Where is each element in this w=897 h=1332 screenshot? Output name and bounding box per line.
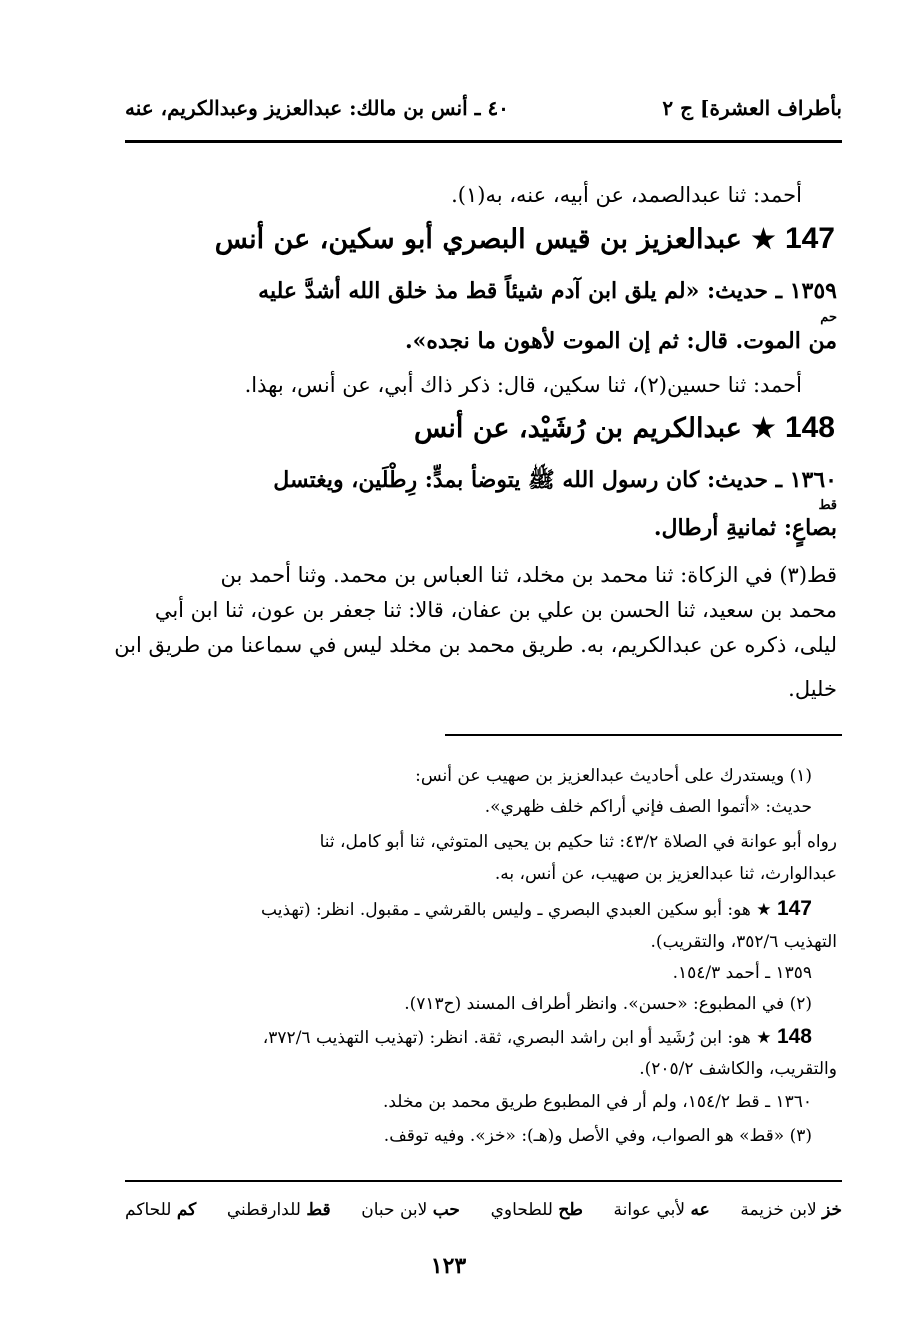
star-icon: ★ [756,1028,772,1048]
legend-item: حب لابن حبان [361,1200,460,1220]
footnote-number: 147 [776,897,812,920]
chapter-title: عبدالعزيز بن قيس البصري أبو سكين، عن أنس [214,224,742,255]
running-header [125,88,842,128]
hadith-1360-line2: بصاعٍ: ثمانيةِ أرطال. [653,515,837,541]
header-volume: بأطراف العشرة] ج ٢ [662,96,842,120]
footnote-line: ١٣٥٩ ـ أحمد ١٥٤/٣. [672,963,812,983]
footnote-entry-148 [128,1025,812,1049]
chapter-number: 148 [784,411,835,444]
legend-item: قط للدارقطني [226,1200,331,1220]
footnote-line: حديث: «أتموا الصف فإني أراكم خلف ظهري». [484,797,812,817]
abbreviation-legend [125,1200,842,1220]
paragraph-line: خليل. [788,677,837,701]
text-line: أحمد: ثنا عبدالصمد، عن أبيه، عنه، به(١). [451,183,802,207]
paragraph-line: قط(٣) في الزكاة: ثنا محمد بن مخلد، ثنا العباس بن محمد. وثنا أحمد بن [220,563,837,587]
legend-item: خز لابن خزيمة [740,1200,842,1220]
star-icon: ★ [751,224,776,255]
hadith-1359-line2: من الموت. قال: ثم إن الموت لأهون ما نجده». [404,328,837,354]
legend-rule [125,1180,842,1182]
footnote-line: ١٣٦٠ ـ قط ١٥٤/٢، ولم أر في المطبوع طريق محمد بن مخلد. [382,1092,812,1112]
legend-item: كم للحاكم [125,1200,197,1220]
star-icon: ★ [756,900,772,920]
paragraph-line: محمد بن سعيد، ثنا الحسن بن علي بن عفان، قالا: ثنا جعفر بن عون، ثنا ابن أبي [154,598,837,622]
footnote-line: (٢) في المطبوع: «حسن». وانظر أطراف المسند (ح٧١٣). [404,994,812,1014]
footnote-entry-147 [128,897,812,921]
legend-item: طح للطحاوي [490,1200,583,1220]
footnote-text: هو: ابن رُشَيد أو ابن راشد البصري، ثقة. انظر: (تهذيب التهذيب ٣٧٢/٦، [262,1028,751,1048]
footnote-line: (١) ويستدرك على أحاديث عبدالعزيز بن صهيب عن أنس: [415,766,812,786]
chapter-title: عبدالكريم بن رُشَيْد، عن أنس [413,413,742,444]
text-line: أحمد: ثنا حسين(٢)، ثنا سكين، قال: ذكر ذاك أبي، عن أنس، بهذا. [244,373,802,397]
star-icon: ★ [751,413,776,444]
legend-item: عه لأبي عوانة [613,1200,710,1220]
footnote-separator [445,734,842,736]
footnote-text: هو: أبو سكين العبدي البصري ـ وليس بالقرشي ـ مقبول. انظر: (تهذيب [261,900,751,920]
footnote-line: والتقريب، والكاشف ٢٠٥/٢). [639,1059,837,1079]
chapter-number: 147 [784,222,835,255]
hadith-1359-line1: ١٣٥٩ ـ حديث: «لم يلق ابن آدم شيئاً قط مذ خلق الله أشدَّ عليه [258,278,837,304]
footnote-line: التهذيب ٣٥٢/٦، والتقريب). [650,932,837,952]
page-number: ١٢٣ [430,1253,467,1279]
header-chapter: ٤٠ ـ أنس بن مالك: عبدالعزيز وعبدالكريم، عنه [125,96,509,120]
footnote-number: 148 [776,1025,812,1048]
hadith-1360-line1: ١٣٦٠ ـ حديث: كان رسول الله ﷺ يتوضأ بمدٍّ: رِطْلَين، ويغتسل [273,467,837,493]
source-marker: حم [820,310,837,325]
footnote-line: (٣) «قط» هو الصواب، وفي الأصل و(هـ): «خز». وفيه توقف. [383,1126,812,1146]
source-marker: قط [818,498,837,513]
chapter-heading-147 [125,222,835,256]
footnote-line: رواه أبو عوانة في الصلاة ٤٣/٢: ثنا حكيم بن يحيى المتوثي، ثنا أبو كامل، ثنا [319,832,837,852]
paragraph-line: ليلى، ذكره عن عبدالكريم، به. طريق محمد بن مخلد ليس في سماعنا من طريق ابن [114,633,837,657]
header-rule [125,140,842,143]
chapter-heading-148 [125,411,835,445]
footnote-line: عبدالوارث، ثنا عبدالعزيز بن صهيب، عن أنس، به. [494,864,837,884]
